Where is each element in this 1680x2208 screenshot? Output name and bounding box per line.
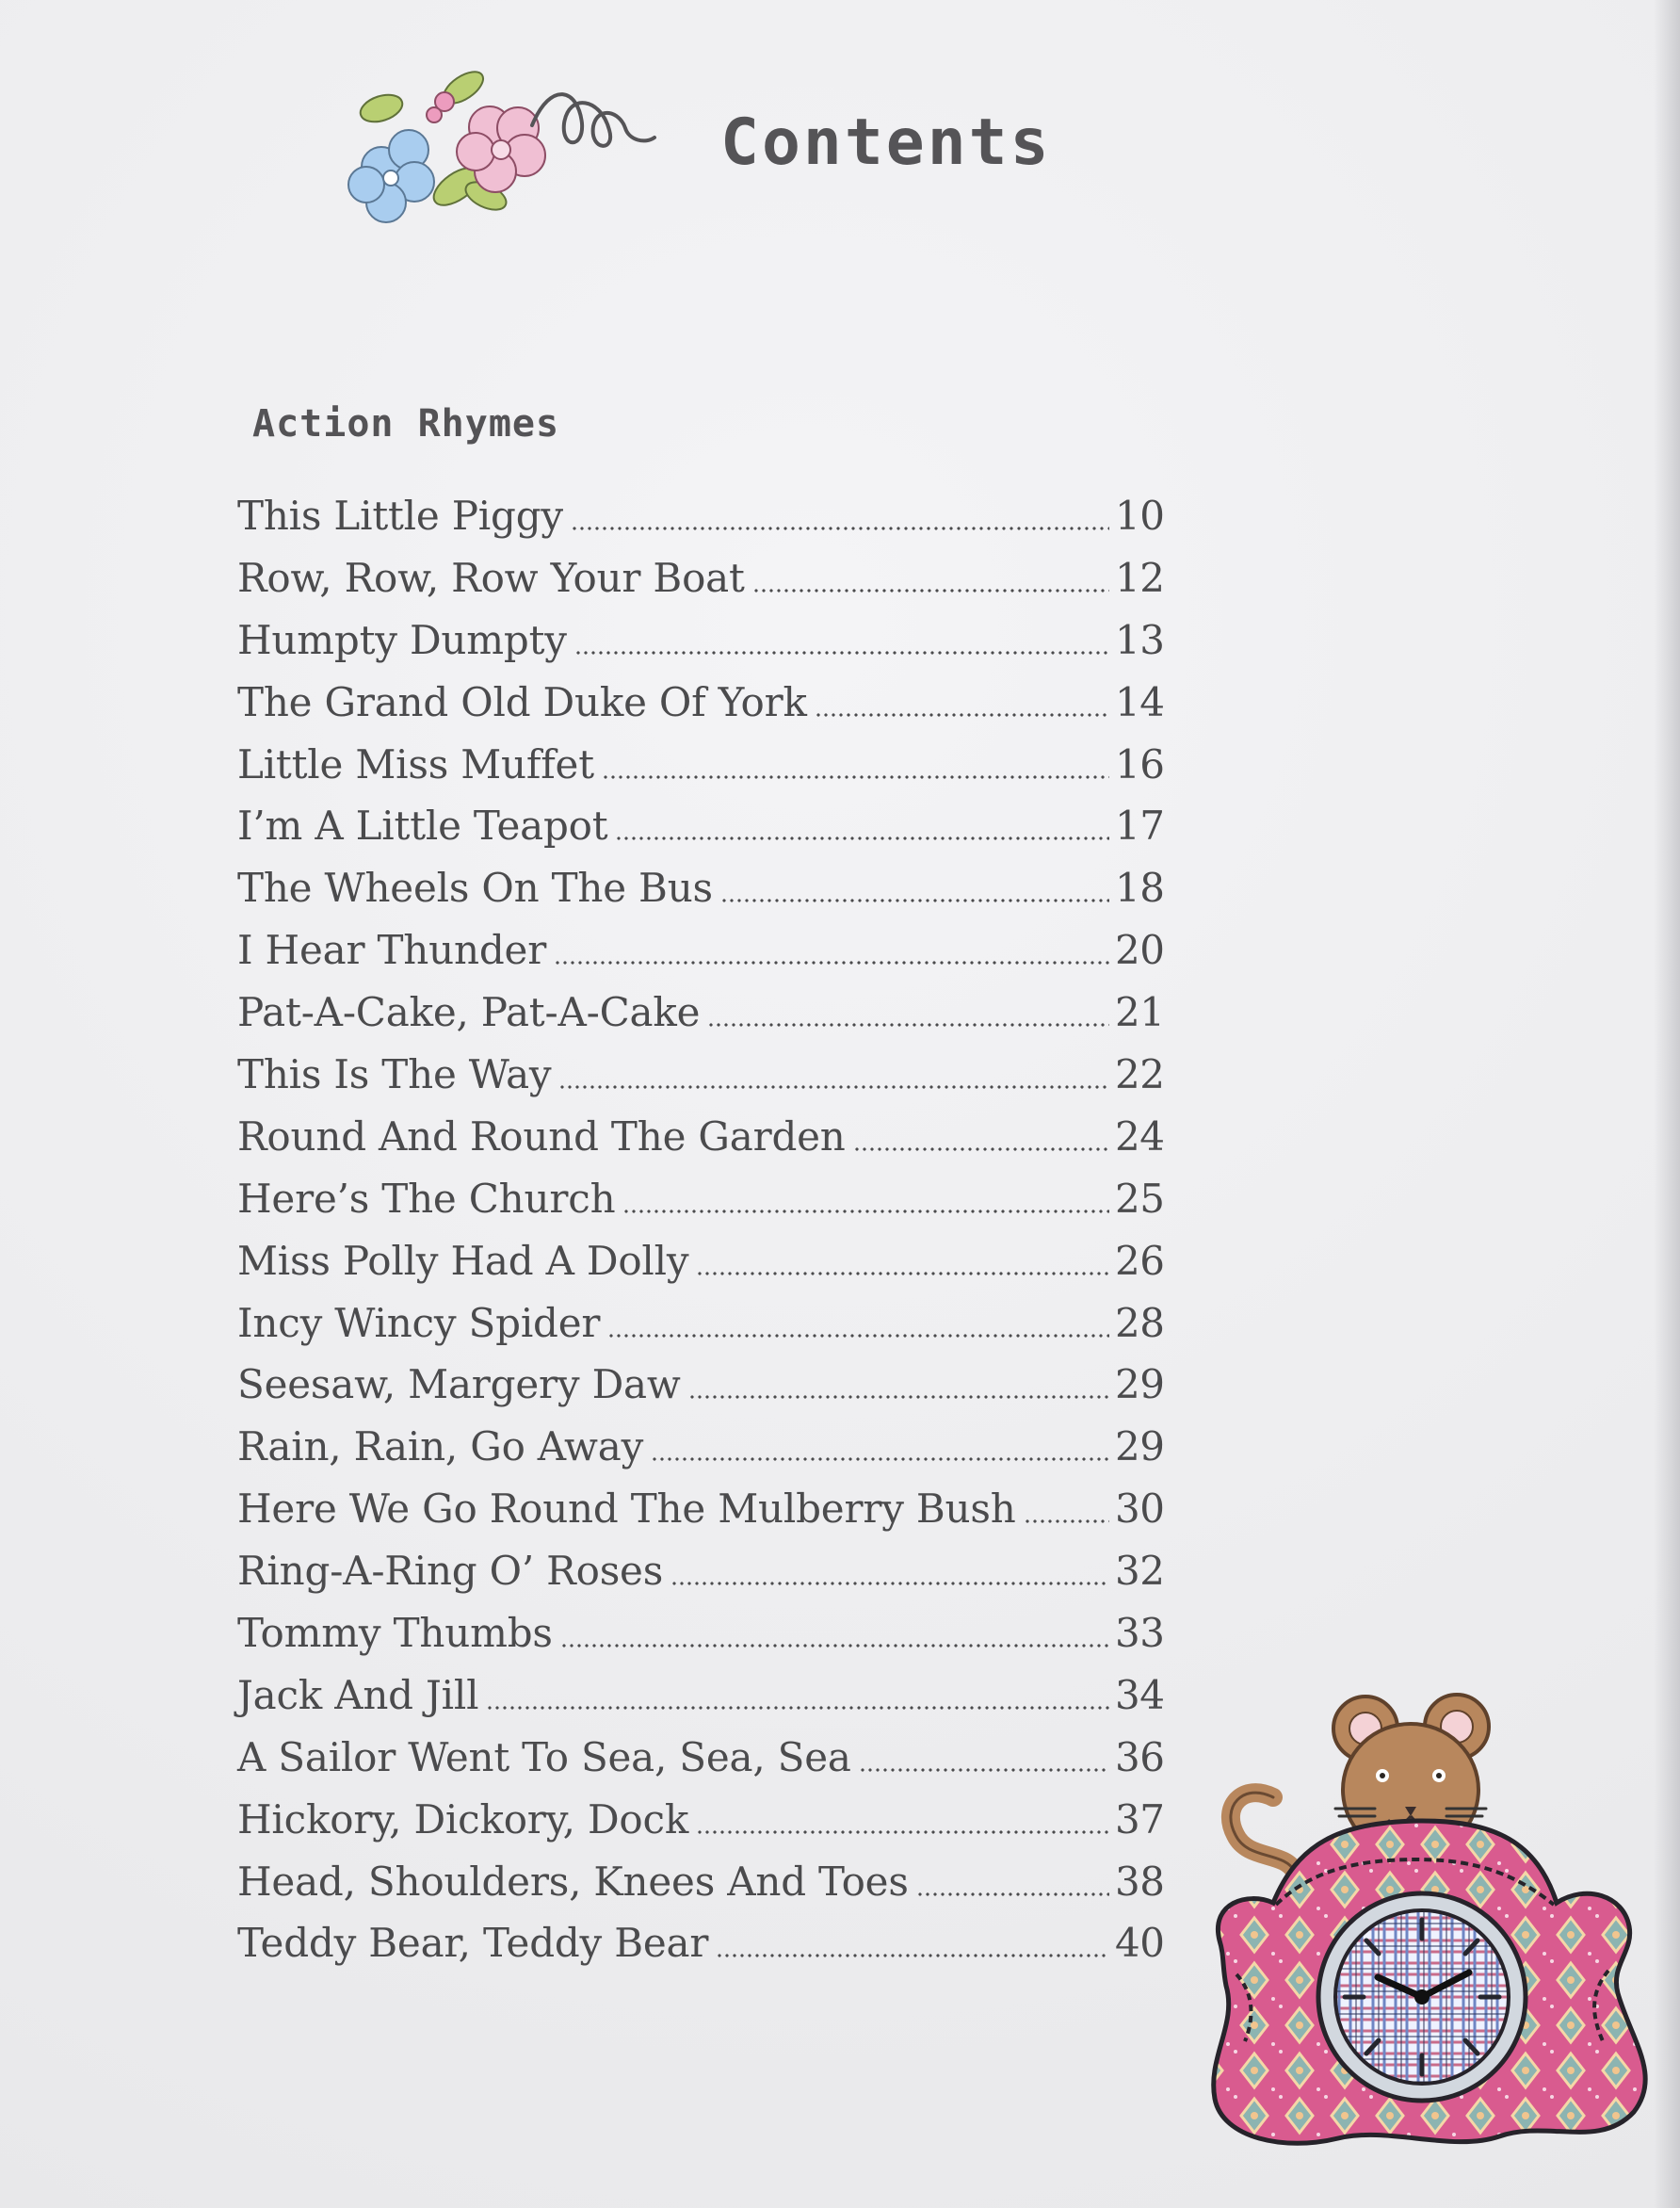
toc-entry-title: The Grand Old Duke Of York [237,678,807,725]
toc-entry-title: Incy Wincy Spider [237,1299,601,1346]
toc-entry-title: I’m A Little Teapot [237,803,608,850]
toc-leader-dots [696,1272,1109,1275]
toc-page-number: 28 [1115,1299,1165,1346]
toc-leader-dots [853,1147,1109,1151]
toc-entry[interactable] [237,1851,1165,1913]
toc-entry[interactable] [237,1540,1165,1602]
toc-entry-title: Round And Round The Garden [237,1112,846,1160]
toc-leader-dots [574,651,1109,655]
toc-page-number: 34 [1115,1671,1165,1718]
toc-entry[interactable] [237,609,1165,672]
toc-entry-title: Hickory, Dickory, Dock [237,1795,689,1843]
toc-entry-title: Row, Row, Row Your Boat [237,554,745,601]
toc-page-number: 20 [1115,927,1165,974]
toc-page-number: 29 [1115,1423,1165,1470]
toc-page-number: 14 [1115,678,1165,725]
toc-entry-title: Ring-A-Ring O’ Roses [237,1548,664,1595]
toc-entry-title: Seesaw, Margery Daw [237,1361,681,1408]
table-of-contents-list [237,485,1165,1974]
toc-entry[interactable] [237,982,1165,1044]
mouse-clock-illustration [1187,1686,1676,2157]
toc-leader-dots [707,1023,1109,1027]
toc-leader-dots [752,589,1109,593]
toc-entry[interactable] [237,919,1165,982]
toc-entry[interactable] [237,1354,1165,1416]
toc-entry[interactable] [237,1789,1165,1851]
toc-entry-title: Head, Shoulders, Knees And Toes [237,1858,909,1905]
toc-entry-title: Miss Polly Had A Dolly [237,1237,689,1284]
toc-leader-dots [560,1644,1109,1648]
toc-leader-dots [720,899,1109,902]
toc-entry[interactable] [237,1664,1165,1727]
toc-leader-dots [670,1582,1109,1585]
toc-entry[interactable] [237,1912,1165,1974]
toc-page-number: 33 [1115,1609,1165,1656]
toc-leader-dots [716,1954,1109,1957]
toc-page-number: 37 [1115,1795,1165,1843]
toc-entry-title: Humpty Dumpty [237,616,567,663]
toc-entry-title: Pat-A-Cake, Pat-A-Cake [237,989,701,1036]
toc-leader-dots [859,1768,1109,1772]
toc-entry-title: This Little Piggy [237,492,563,539]
toc-entry[interactable] [237,672,1165,734]
toc-leader-dots [916,1892,1109,1896]
toc-page-number: 18 [1115,865,1165,912]
toc-leader-dots [602,775,1109,779]
toc-entry-title: The Wheels On The Bus [237,865,713,912]
toc-leader-dots [815,713,1109,717]
toc-entry[interactable] [237,485,1165,547]
toc-page-number: 32 [1115,1548,1165,1595]
toc-page-number: 38 [1115,1858,1165,1905]
toc-entry[interactable] [237,1416,1165,1478]
toc-page-number: 21 [1115,989,1165,1036]
toc-entry[interactable] [237,547,1165,609]
page-title: Contents [720,106,1052,180]
toc-leader-dots [688,1395,1109,1399]
toc-page-number: 16 [1115,740,1165,787]
toc-page-number: 36 [1115,1733,1165,1780]
toc-leader-dots [1024,1519,1109,1523]
toc-leader-dots [607,1334,1109,1338]
toc-page-number: 24 [1115,1112,1165,1160]
toc-entry-title: This Is The Way [237,1050,552,1097]
toc-page-number: 12 [1115,554,1165,601]
toc-entry-title: Little Miss Muffet [237,740,594,787]
toc-entry[interactable] [237,734,1165,796]
toc-entry-title: Here We Go Round The Mulberry Bush [237,1486,1016,1533]
toc-page-number: 17 [1115,803,1165,850]
toc-leader-dots [558,1085,1109,1089]
toc-leader-dots [615,836,1109,840]
toc-entry-title: Jack And Jill [237,1671,479,1718]
toc-page-number: 30 [1115,1486,1165,1533]
toc-entry[interactable] [237,1292,1165,1355]
floral-header-decoration [339,47,1450,330]
toc-entry-title: I Hear Thunder [237,927,547,974]
section-heading: Action Rhymes [252,402,560,446]
toc-page-number: 22 [1115,1050,1165,1097]
toc-entry[interactable] [237,1106,1165,1168]
toc-entry[interactable] [237,1727,1165,1789]
toc-leader-dots [486,1706,1109,1710]
toc-entry-title: Teddy Bear, Teddy Bear [237,1920,709,1967]
toc-page-number: 13 [1115,616,1165,663]
toc-page-number: 10 [1115,492,1165,539]
toc-leader-dots [651,1457,1109,1461]
toc-leader-dots [571,527,1109,530]
toc-page-number: 25 [1115,1175,1165,1222]
toc-entry[interactable] [237,1478,1165,1540]
left-pink-flower-icon [427,92,545,192]
toc-entry-title: Tommy Thumbs [237,1609,553,1656]
toc-entry-title: Rain, Rain, Go Away [237,1423,644,1470]
toc-entry-title: Here’s The Church [237,1175,616,1222]
toc-entry[interactable] [237,1602,1165,1664]
toc-page-number: 26 [1115,1237,1165,1284]
toc-page-number: 29 [1115,1361,1165,1408]
toc-page-number: 40 [1115,1920,1165,1967]
toc-leader-dots [696,1830,1109,1834]
toc-entry[interactable] [237,1168,1165,1230]
pink-clock-icon [1214,1821,1646,2143]
left-blue-flower-icon [348,130,434,222]
toc-leader-dots [622,1210,1109,1213]
toc-entry[interactable] [237,795,1165,857]
toc-leader-dots [554,961,1109,965]
toc-entry[interactable] [237,857,1165,919]
toc-entry-title: A Sailor Went To Sea, Sea, Sea [237,1733,851,1780]
left-flower-cluster [348,66,654,222]
toc-entry[interactable] [237,1230,1165,1292]
toc-entry[interactable] [237,1044,1165,1106]
